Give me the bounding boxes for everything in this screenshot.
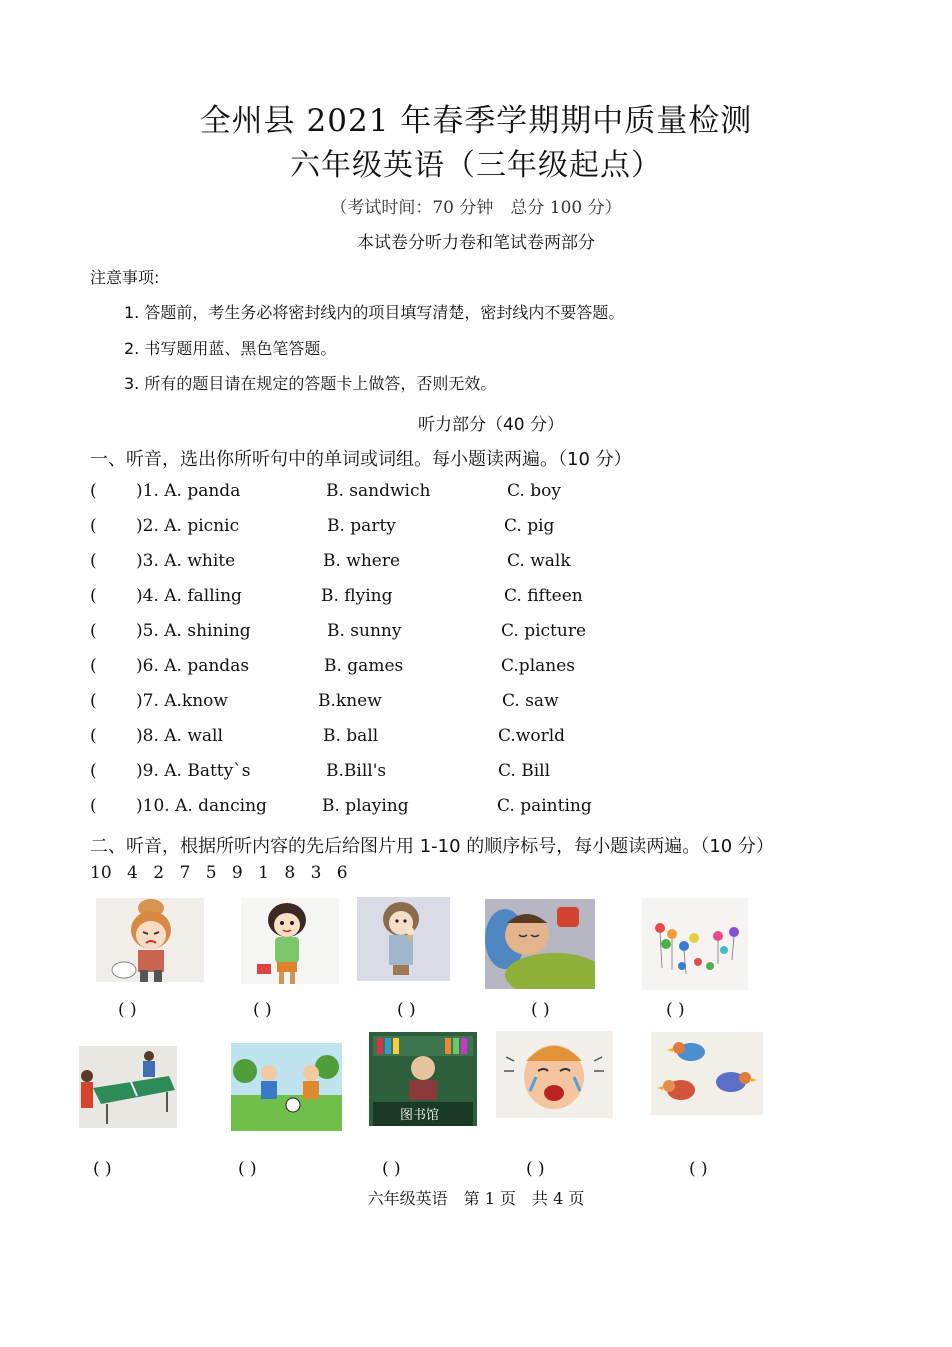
listening-heading: 听力部分（40 分） [417,415,565,435]
girl-eating-ice-cream-picture [357,897,450,981]
answer-blank[interactable]: ( ) [382,1159,401,1179]
answer-paren: ( [90,726,97,746]
exam-info: （考试时间：70 分钟 总分 100 分） [330,198,622,218]
answer-paren: ( [90,656,97,676]
question-option-b: B. ball [323,726,379,746]
answer-paren: ( [90,761,97,781]
answer-blank[interactable]: ( ) [397,1000,416,1020]
question-option-c: C. picture [501,621,587,641]
question-option-a: )6. A. pandas [136,656,250,676]
library-sign: 图书馆 [400,1108,440,1123]
notice-item: 2. 书写题用蓝、黑色笔答题。 [124,339,337,358]
question-option-a: )10. A. dancing [136,796,267,816]
exam-title: 全州县 2021 年春季学期期中质量检测 [199,103,753,139]
answer-blank[interactable]: ( ) [689,1159,708,1179]
question-option-c: C. walk [507,551,571,571]
birds-picture [651,1032,763,1115]
crying-boy-picture [496,1031,613,1118]
answer-paren: ( [90,621,97,641]
question-option-b: B. party [327,516,396,536]
question-option-b: B.Bill's [326,761,387,781]
exam-subtitle: 六年级英语（三年级起点） [290,148,662,183]
answer-blank[interactable]: ( ) [526,1159,545,1179]
answer-paren: ( [90,551,97,571]
answer-paren: ( [90,481,97,501]
question-option-b: B. playing [322,796,409,816]
question-option-c: C. Bill [498,761,551,781]
question-option-b: B. games [324,656,404,676]
question-option-a: )9. A. Batty`s [136,761,251,781]
question-option-b: B. flying [321,586,393,606]
notice-item: 3. 所有的题目请在规定的答题卡上做答，否则无效。 [124,374,497,393]
ping-pong-picture [79,1046,177,1128]
question-option-a: )1. A. panda [136,481,241,501]
question-option-c: C. pig [504,516,555,536]
section2-instruction: 二、听音，根据所听内容的先后给图片用 1-10 的顺序标号，每小题读两遍。（10 分） [90,836,774,857]
question-option-b: B.knew [318,691,382,711]
question-option-c: C.world [498,726,566,746]
question-option-b: B. where [323,551,401,571]
page-footer: 六年级英语 第 1 页 共 4 页 [367,1189,585,1208]
question-option-a: )4. A. falling [136,586,242,606]
answer-blank[interactable]: ( ) [666,1000,685,1020]
parts-note: 本试卷分听力卷和笔试卷两部分 [357,233,595,253]
answer-blank[interactable]: ( ) [238,1159,257,1179]
answer-blank[interactable]: ( ) [118,1000,137,1020]
question-option-a: )8. A. wall [136,726,223,746]
question-option-a: )5. A. shining [136,621,251,641]
question-option-c: C. painting [497,796,592,816]
answer-paren: ( [90,691,97,711]
answer-paren: ( [90,796,97,816]
crying-girl-picture [96,898,204,982]
question-option-c: C. boy [507,481,561,501]
question-option-a: )3. A. white [136,551,236,571]
question-option-b: B. sunny [327,621,402,641]
notice-item: 1. 答题前，考生务必将密封线内的项目填写清楚，密封线内不要答题。 [124,303,625,322]
answer-paren: ( [90,516,97,536]
library-picture [369,1032,477,1126]
question-option-a: )2. A. picnic [136,516,240,536]
answer-blank[interactable]: ( ) [253,1000,272,1020]
question-option-c: C.planes [501,656,575,676]
answer-blank[interactable]: ( ) [531,1000,550,1020]
balloons-picture [642,898,748,990]
boys-playing-football-picture [231,1043,342,1131]
question-option-a: )7. A.know [136,691,228,711]
question-option-c: C. saw [502,691,559,711]
section1-instruction: 一、听音，选出你所听句中的单词或词组。每小题读两遍。（10 分） [90,449,632,470]
answer-sequence: 10 4 2 7 5 9 1 8 3 6 [90,863,348,883]
question-option-b: B. sandwich [326,481,431,501]
girl-with-dropped-bag-picture [241,898,339,984]
notice-heading: 注意事项: [90,268,160,287]
answer-paren: ( [90,586,97,606]
answer-blank[interactable]: ( ) [93,1159,112,1179]
question-option-c: C. fifteen [504,586,583,606]
sleeping-boy-picture [485,899,595,989]
